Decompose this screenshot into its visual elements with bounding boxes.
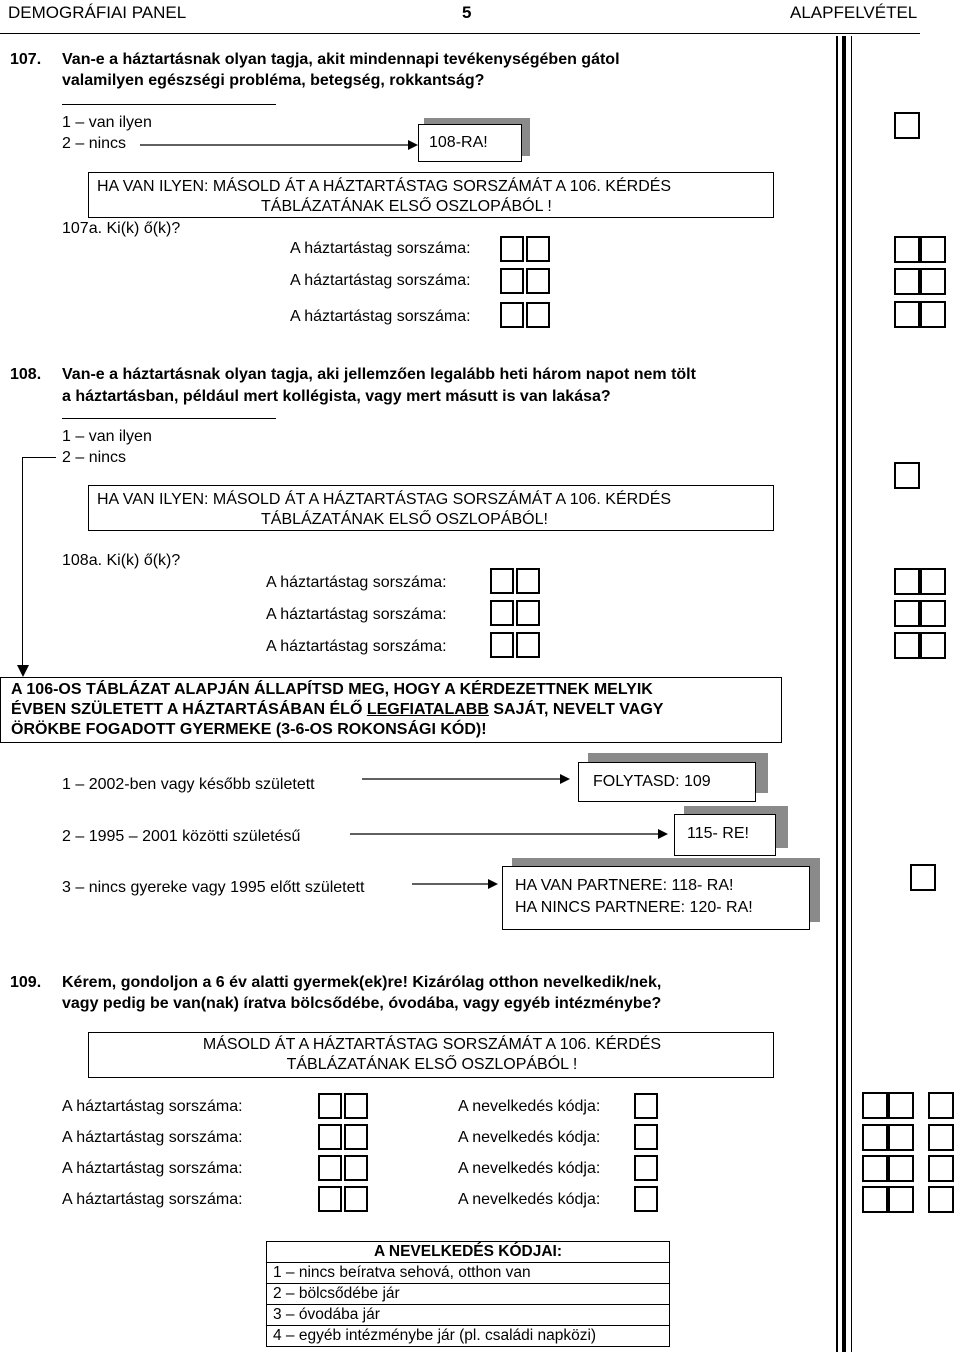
code-digit-box[interactable] [634,1186,658,1212]
q107-field-label: A háztartástag sorszáma: [290,308,471,325]
margin-line [836,36,838,1352]
digit-box[interactable] [500,302,524,328]
q109-instruction-line1: MÁSOLD ÁT A HÁZTARTÁSTAG SORSZÁMÁT A 106. KÉRDÉS [202,1036,662,1053]
code-digit-box[interactable] [634,1155,658,1181]
q107-text-line1: Van-e a háztartásnak olyan tagja, akit mindennapi tevékenységében gátol [62,51,620,68]
q107-option-2: 2 – nincs [62,135,127,152]
code-box[interactable] [910,864,936,891]
code-box[interactable] [920,632,946,659]
target-box-109 [578,762,756,802]
route-option-1: 1 – 2002-ben vagy később született [62,776,315,793]
code-box[interactable] [894,600,920,627]
q107-field-label: A háztartástag sorszáma: [290,240,471,257]
digit-box[interactable] [516,568,540,594]
q107-instruction-line1: HA VAN ILYEN: MÁSOLD ÁT A HÁZTARTÁSTAG SORSZÁMÁT A 106. KÉRDÉS [97,178,672,195]
code-box[interactable] [894,301,920,328]
q109-code-label: A nevelkedés kódja: [458,1160,601,1177]
q107-option-1: 1 – van ilyen [62,114,152,131]
q107-number: 107. [10,51,42,68]
code-box[interactable] [894,236,920,263]
route-target-2: 115- RE! [687,825,749,842]
q108-field-label: A háztartástag sorszáma: [266,606,447,623]
q107-instruction-box [88,172,774,218]
q108-text-line1: Van-e a háztartásnak olyan tagja, aki jellemzően legalább heti három napot nem tölt [62,366,696,383]
arrow-icon [140,138,420,152]
arrow-icon [412,877,500,891]
digit-box[interactable] [526,268,550,294]
arrow-icon [362,772,572,786]
q108-field-label: A háztartástag sorszáma: [266,574,447,591]
header-rule [0,33,920,34]
code-box[interactable] [894,462,920,489]
q109-code-label: A nevelkedés kódja: [458,1129,601,1146]
q109-field-label: A háztartástag sorszáma: [62,1129,243,1146]
digit-box[interactable] [490,632,514,658]
instruction-line2 [11,701,663,719]
code-box[interactable] [862,1124,888,1151]
q109-field-label: A háztartástag sorszáma: [62,1191,243,1208]
code-box[interactable] [862,1092,888,1119]
digit-box[interactable] [344,1124,368,1150]
q109-instruction-line2: TÁBLÁZATÁNAK ELSŐ OSZLOPÁBÓL ! [286,1056,578,1073]
margin-line [842,36,846,1352]
code-box[interactable] [920,600,946,627]
q109-code-label: A nevelkedés kódja: [458,1098,601,1115]
q108-option-2: 2 – nincs [62,449,127,466]
code-box[interactable] [888,1092,914,1119]
margin-line [851,36,852,1352]
instruction-underlined: LEGFIATALABB [366,701,489,718]
code-box[interactable] [894,568,920,595]
code-box[interactable] [888,1155,914,1182]
code-item: 4 – egyéb intézménybe jár (pl. családi napközi) [267,1326,670,1347]
code-box[interactable] [920,301,946,328]
q109-instruction-box [88,1032,774,1078]
instruction-line2-part: ÉVBEN SZÜLETETT A HÁZTARTÁSÁBAN ÉLŐ [11,701,367,718]
arrow-down-icon [16,664,30,678]
q109-number: 109. [10,974,42,991]
q109-field-label: A háztartástag sorszáma: [62,1098,243,1115]
digit-box[interactable] [516,632,540,658]
nevelkedes-codes-table [266,1241,670,1347]
code-box[interactable] [920,568,946,595]
code-box[interactable] [888,1124,914,1151]
q108a-label: 108a. Ki(k) ő(k)? [62,552,181,569]
code-digit-box[interactable] [634,1124,658,1150]
digit-box[interactable] [526,236,550,262]
q108-field-label: A háztartástag sorszáma: [266,638,447,655]
code-item: 2 – bölcsődébe jár [267,1284,670,1305]
digit-box[interactable] [344,1093,368,1119]
code-box[interactable] [894,112,920,139]
header-right: ALAPFELVÉTEL [790,3,918,22]
q107-field-label: A háztartástag sorszáma: [290,272,471,289]
page-number: 5 [462,3,472,22]
q109-code-label: A nevelkedés kódja: [458,1191,601,1208]
code-box[interactable] [928,1155,954,1182]
code-box[interactable] [894,632,920,659]
digit-box[interactable] [490,568,514,594]
q108-instruction-line1: HA VAN ILYEN: MÁSOLD ÁT A HÁZTARTÁSTAG SORSZÁMÁT A 106. KÉRDÉS [97,491,672,508]
skip-box [418,124,522,162]
route-line [22,457,23,669]
instruction-line3: ÖRÖKBE FOGADOTT GYERMEKE (3-6-OS ROKONSÁGI KÓD)! [11,721,487,738]
q107-skip: 108-RA! [429,134,488,151]
digit-box[interactable] [344,1186,368,1212]
q109-field-label: A háztartástag sorszáma: [62,1160,243,1177]
instruction-line1: A 106-OS TÁBLÁZAT ALAPJÁN ÁLLAPÍTSD MEG, HOGY A KÉRDEZETTNEK MELYIK [11,681,653,698]
route-line [22,457,56,458]
code-box[interactable] [888,1186,914,1213]
code-box[interactable] [928,1186,954,1213]
digit-box[interactable] [318,1155,342,1181]
target-box-partner [502,866,810,930]
code-box[interactable] [928,1092,954,1119]
code-box[interactable] [928,1124,954,1151]
code-box[interactable] [920,268,946,295]
route-target-1: FOLYTASD: 109 [593,773,711,790]
digit-box[interactable] [500,236,524,262]
arrow-icon [350,827,670,841]
header-left: DEMOGRÁFIAI PANEL [8,3,187,22]
separator [62,418,276,419]
q107a-label: 107a. Ki(k) ő(k)? [62,220,181,237]
digit-box[interactable] [318,1186,342,1212]
digit-box[interactable] [318,1124,342,1150]
digit-box[interactable] [490,600,514,626]
route-option-2: 2 – 1995 – 2001 közötti születésű [62,828,301,845]
q108-instruction-line2: TÁBLÁZATÁNAK ELSŐ OSZLOPÁBÓL! [261,511,548,528]
digit-box[interactable] [516,600,540,626]
q107-instruction-line2: TÁBLÁZATÁNAK ELSŐ OSZLOPÁBÓL ! [261,198,552,215]
q109-text-line2: vagy pedig be van(nak) íratva bölcsődébe, óvodába, vagy egyéb intézménybe? [62,995,662,1012]
instruction-line2-part: SAJÁT, NEVELT VAGY [488,701,664,718]
q107-text-line2: valamilyen egészségi probléma, betegség, rokkantság? [62,72,485,89]
digit-box[interactable] [526,302,550,328]
q109-text-line1: Kérem, gondoljon a 6 év alatti gyermek(ek)re! Kizárólag otthon nevelkedik/nek, [62,974,662,991]
target-box-115 [674,814,776,856]
digit-box[interactable] [318,1093,342,1119]
route-target-3a: HA VAN PARTNERE: 118- RA! [515,877,734,894]
code-box[interactable] [862,1155,888,1182]
code-digit-box[interactable] [634,1093,658,1119]
route-option-3: 3 – nincs gyereke vagy 1995 előtt született [62,879,365,896]
digit-box[interactable] [344,1155,368,1181]
q108-instruction-box [88,485,774,531]
codes-title: A NEVELKEDÉS KÓDJAI: [267,1242,670,1263]
code-item: 3 – óvodába jár [267,1305,670,1326]
code-box[interactable] [894,268,920,295]
code-item: 1 – nincs beíratva sehová, otthon van [267,1263,670,1284]
route-target-3b: HA NINCS PARTNERE: 120- RA! [515,899,753,916]
q108-option-1: 1 – van ilyen [62,428,152,445]
code-box[interactable] [920,236,946,263]
determine-instruction-box [0,677,782,743]
code-box[interactable] [862,1186,888,1213]
digit-box[interactable] [500,268,524,294]
separator [62,104,276,105]
q108-number: 108. [10,366,42,383]
q108-text-line2: a háztartásban, például mert kollégista, vagy mert másutt is van lakása? [62,388,611,405]
